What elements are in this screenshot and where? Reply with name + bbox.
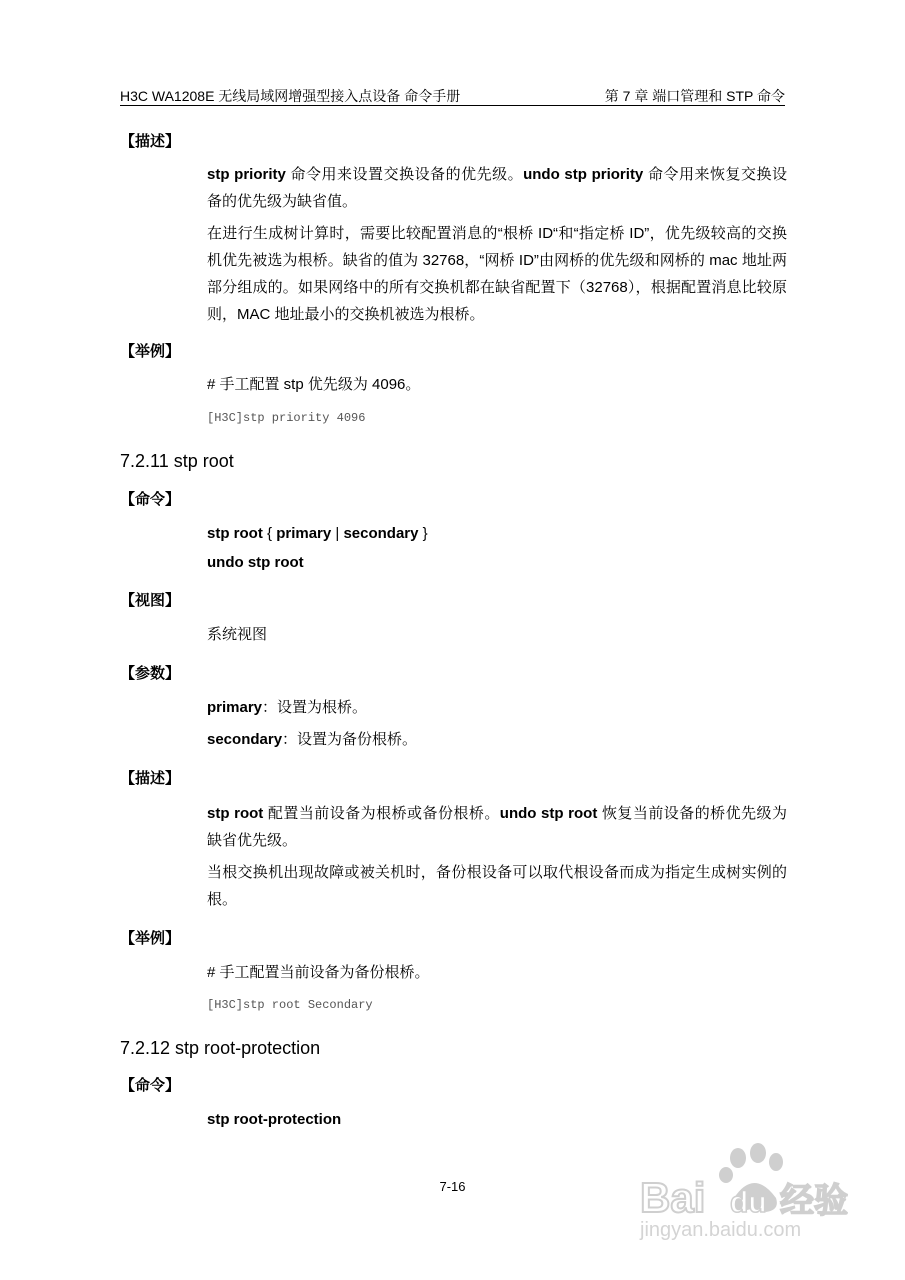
- section-label-command: 【命令】: [120, 491, 181, 508]
- section-label-description: 【描述】: [120, 770, 181, 787]
- watermark-url: jingyan.baidu.com: [640, 1219, 802, 1240]
- view-text: 系统视图: [207, 626, 268, 643]
- section-label-description: 【描述】: [120, 133, 181, 150]
- parameter-description: ：设置为备份根桥。: [282, 731, 418, 748]
- page-header: [120, 86, 785, 106]
- syntax-text: |: [331, 525, 344, 542]
- section-label-parameters: 【参数】: [120, 665, 181, 682]
- description-paragraph: [207, 161, 787, 215]
- description-text: 恢复当前设备的桥优先级为缺省优先级。: [207, 805, 787, 849]
- watermark-brand: Bai: [640, 1174, 706, 1221]
- baidu-jingyan-watermark: [630, 1140, 870, 1240]
- section-heading: 7.2.11 stp root: [120, 451, 234, 471]
- example-text: # 手工配置 stp 优先级为 4096。: [207, 376, 421, 393]
- command-keyword: primary: [276, 525, 332, 542]
- parameter-primary: [207, 698, 367, 718]
- description-text: 命令用来恢复交换设备的优先级为缺省值。: [207, 166, 787, 210]
- watermark-brand-du: du: [730, 1186, 767, 1219]
- command-keyword: stp priority: [207, 166, 286, 183]
- description-paragraph: [207, 800, 787, 854]
- command-syntax-undo: undo stp root: [207, 554, 304, 571]
- example-text: # 手工配置当前设备为备份根桥。: [207, 964, 430, 981]
- syntax-text: {: [262, 525, 277, 542]
- command-keyword: stp root: [207, 525, 263, 542]
- section-label-example: 【举例】: [120, 343, 181, 360]
- parameter-keyword: primary: [207, 699, 263, 716]
- command-keyword: secondary: [343, 525, 419, 542]
- description-paragraph-2: 在进行生成树计算时，需要比较配置消息的“根桥 ID“和“指定桥 ID”，优先级较高的交换机优先被选为根桥。缺省的值为 32768，“网桥 ID”由网桥的优先级和网桥的 mac 地址两部分组成的。如果网络中的所有交换机都在缺省配置下（32768），根据配置消息比较原则，MAC 地址最小的交换机被选为根桥。: [207, 225, 787, 323]
- description-text: 命令用来设置交换设备的优先级。: [285, 166, 524, 183]
- section-label-example: 【举例】: [120, 930, 181, 947]
- example-code: [H3C]stp root Secondary: [207, 998, 373, 1012]
- header-title: H3C WA1208E 无线局域网增强型接入点设备 命令手册: [120, 88, 461, 104]
- parameter-secondary: [207, 730, 417, 750]
- section-label-view: 【视图】: [120, 592, 181, 609]
- section-heading: 7.2.12 stp root-protection: [120, 1038, 321, 1058]
- parameter-keyword: secondary: [207, 731, 283, 748]
- command-keyword: undo stp root: [499, 805, 598, 822]
- description-paragraph-2: 当根交换机出现故障或被关机时，备份根设备可以取代根设备而成为指定生成树实例的根。: [207, 864, 787, 908]
- parameter-description: ：设置为根桥。: [262, 699, 368, 716]
- command-keyword: stp root: [207, 805, 264, 822]
- watermark-brand-cn: 经验: [780, 1181, 848, 1221]
- syntax-text: }: [418, 525, 428, 542]
- example-code: [H3C]stp priority 4096: [207, 411, 366, 425]
- header-rule: [120, 105, 785, 106]
- command-syntax: [207, 524, 428, 544]
- section-label-command: 【命令】: [120, 1077, 181, 1094]
- description-text: 配置当前设备为根桥或备份根桥。: [263, 805, 500, 822]
- command-keyword: undo stp priority: [523, 166, 644, 183]
- header-chapter: 第 7 章 端口管理和 STP 命令: [604, 88, 785, 104]
- command-syntax: stp root-protection: [207, 1111, 342, 1128]
- page-number: 7-16: [439, 1179, 466, 1194]
